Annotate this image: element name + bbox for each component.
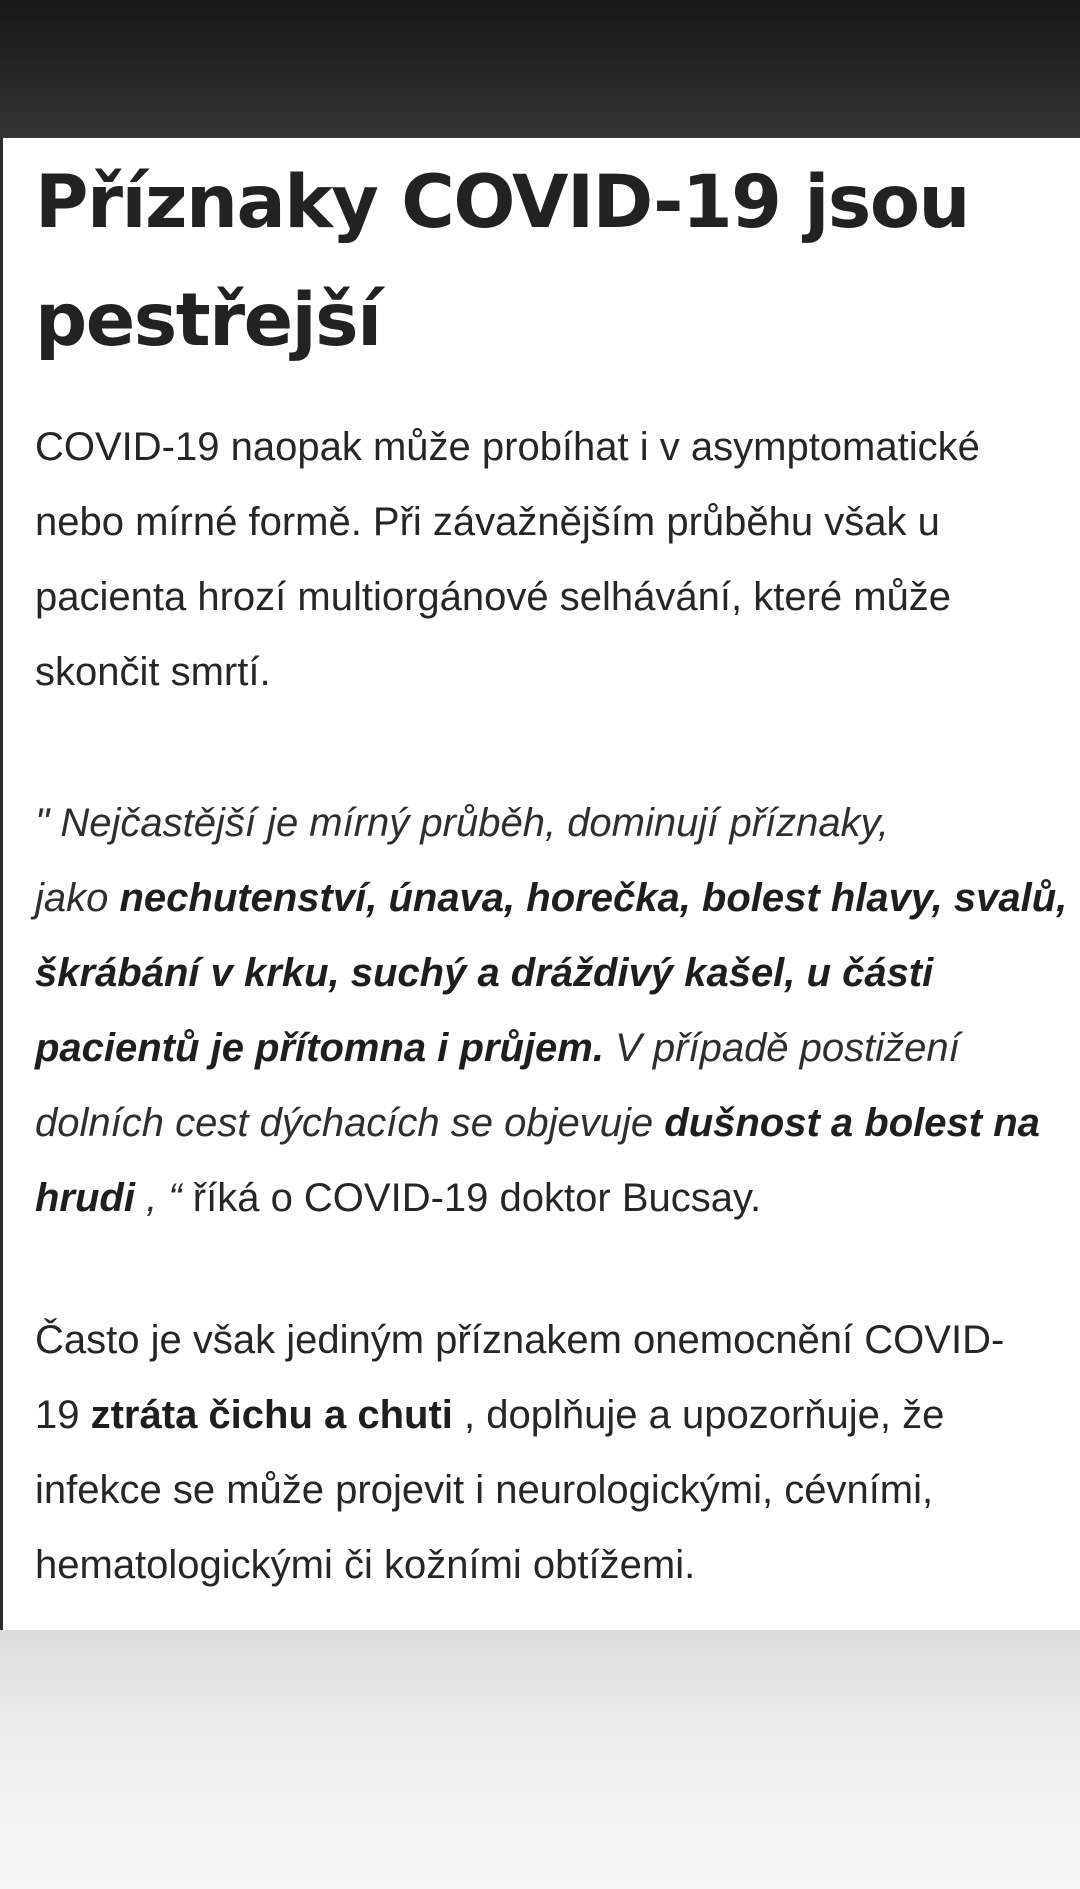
quote-emphasis: škrábání v krku, suchý a dráždivý kašel, u části	[35, 951, 934, 995]
quote-text: jako	[35, 876, 120, 920]
paragraph-line: infekce se může projevit i neurologickými, cévními,	[35, 1468, 934, 1512]
paragraph-smell-taste	[35, 1303, 1065, 1603]
quote-emphasis: nechutenství, únava, horečka, bolest hlavy, svalů,	[119, 876, 1068, 920]
quote-emphasis: pacientů je přítomna i průjem.	[35, 1026, 604, 1070]
paragraph-line: hematologickými či kožními obtížemi.	[35, 1543, 696, 1587]
paragraph-line: Často je však jediným příznakem onemocnění COVID-	[35, 1318, 1005, 1362]
paragraph-line	[35, 1378, 1065, 1453]
quote-line	[35, 1161, 1065, 1236]
quote-text: dolních cest dýchacích se objevuje	[35, 1101, 665, 1145]
quote-line	[35, 1011, 1065, 1086]
paragraph-text: 19	[35, 1393, 91, 1437]
quote-line	[35, 861, 1068, 936]
paragraph-intro	[35, 410, 1065, 710]
headline-line-2: pestřejší	[35, 278, 381, 363]
quote-close: , “	[134, 1176, 182, 1220]
quote-line: " Nejčastější je mírný průběh, dominují příznaky,	[35, 801, 889, 845]
quote-emphasis: dušnost a bolest na	[664, 1101, 1040, 1145]
paragraph-line: pacienta hrozí multiorgánové selhávání, které může	[35, 575, 952, 619]
quote-text: V případě postižení	[603, 1026, 960, 1070]
status-bar	[0, 0, 1080, 138]
quote-emphasis: hrudi	[35, 1176, 135, 1220]
paragraph-line: skončit smrtí.	[35, 650, 271, 694]
headline-line-1: Příznaky COVID-19 jsou	[35, 160, 969, 245]
quote-line	[35, 1086, 1065, 1161]
paragraph-line: nebo mírné formě. Při závažnějším průběhu však u	[35, 500, 940, 544]
article-body	[0, 138, 1080, 1630]
article-headline	[35, 144, 1035, 380]
paragraph-line: COVID-19 naopak může probíhat i v asymptomatické	[35, 425, 980, 469]
paragraph-emphasis: ztráta čichu a chuti	[90, 1393, 453, 1437]
quote-attribution: říká o COVID-19 doktor Bucsay.	[181, 1176, 762, 1220]
bottom-background	[0, 1630, 1080, 1889]
paragraph-text: , doplňuje a upozorňuje, že	[452, 1393, 945, 1437]
paragraph-quote	[35, 786, 1068, 1236]
